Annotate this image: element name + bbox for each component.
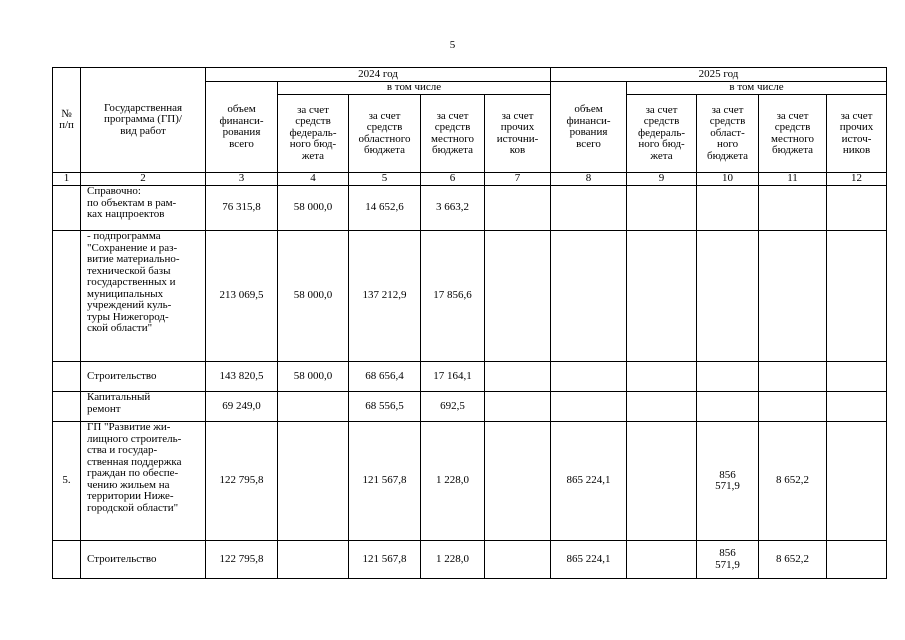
cell-2024-total: 143 820,5 xyxy=(206,362,278,392)
cell-2024-local: 692,5 xyxy=(421,392,485,422)
column-index-row xyxy=(53,173,887,186)
row-num xyxy=(53,231,81,362)
row-num xyxy=(53,362,81,392)
column-index: 4 xyxy=(278,173,349,186)
cell-2025-local xyxy=(759,362,827,392)
cell-2025-regional: 856 571,9 xyxy=(697,541,759,579)
cell-2024-other xyxy=(485,392,551,422)
cell-2025-regional: 856 571,9 xyxy=(697,422,759,541)
cell-2025-other xyxy=(827,231,887,362)
header-2024-federal: за счет средств федераль- ного бюд- жета xyxy=(278,95,349,173)
cell-2024-federal: 58 000,0 xyxy=(278,362,349,392)
cell-2024-other xyxy=(485,231,551,362)
cell-2025-other xyxy=(827,186,887,231)
row-num xyxy=(53,392,81,422)
row-name: Строительство xyxy=(81,362,206,392)
cell-2025-total: 865 224,1 xyxy=(551,541,627,579)
cell-2024-regional: 68 556,5 xyxy=(349,392,421,422)
cell-2025-federal xyxy=(627,392,697,422)
cell-2025-federal xyxy=(627,541,697,579)
row-name: Строительство xyxy=(81,541,206,579)
cell-2024-federal: 58 000,0 xyxy=(278,231,349,362)
column-index: 10 xyxy=(697,173,759,186)
cell-2025-local xyxy=(759,392,827,422)
cell-2025-regional xyxy=(697,392,759,422)
row-num xyxy=(53,541,81,579)
cell-2024-total: 213 069,5 xyxy=(206,231,278,362)
cell-2024-local: 17 164,1 xyxy=(421,362,485,392)
header-name: Государственная программа (ГП)/ вид работ xyxy=(81,68,206,173)
cell-2024-regional: 14 652,6 xyxy=(349,186,421,231)
header-year-2025: 2025 год xyxy=(551,68,887,82)
cell-2024-other xyxy=(485,186,551,231)
cell-2025-other xyxy=(827,392,887,422)
table-row xyxy=(53,362,887,392)
header-year-2024: 2024 год xyxy=(206,68,551,82)
header-2024-regional: за счет средств областного бюджета xyxy=(349,95,421,173)
column-index: 5 xyxy=(349,173,421,186)
header-2025-other: за счет прочих источ- ников xyxy=(827,95,887,173)
header-2025-total: объем финанси- рования всего xyxy=(551,82,627,173)
header-2025-local: за счет средств местного бюджета xyxy=(759,95,827,173)
column-index: 1 xyxy=(53,173,81,186)
cell-2025-regional xyxy=(697,362,759,392)
cell-2024-other xyxy=(485,422,551,541)
column-index: 6 xyxy=(421,173,485,186)
cell-2025-total xyxy=(551,186,627,231)
header-2025-federal: за счет средств федераль- ного бюд- жета xyxy=(627,95,697,173)
table-row xyxy=(53,422,887,541)
cell-2025-total xyxy=(551,362,627,392)
header-2025-incl: в том числе xyxy=(627,82,887,95)
cell-2025-federal xyxy=(627,231,697,362)
cell-2024-local: 3 663,2 xyxy=(421,186,485,231)
cell-2024-total: 76 315,8 xyxy=(206,186,278,231)
cell-2024-local: 1 228,0 xyxy=(421,541,485,579)
cell-2025-local xyxy=(759,186,827,231)
row-num xyxy=(53,186,81,231)
cell-2024-federal xyxy=(278,541,349,579)
column-index: 3 xyxy=(206,173,278,186)
table-row xyxy=(53,541,887,579)
page-number: 5 xyxy=(449,39,456,51)
column-index: 11 xyxy=(759,173,827,186)
cell-2025-local: 8 652,2 xyxy=(759,422,827,541)
column-index: 12 xyxy=(827,173,887,186)
cell-2025-other xyxy=(827,422,887,541)
cell-2024-total: 122 795,8 xyxy=(206,541,278,579)
row-name: Справочно: по объектам в рам- ках нацпроектов xyxy=(81,186,206,231)
cell-2024-total: 122 795,8 xyxy=(206,422,278,541)
cell-2024-federal: 58 000,0 xyxy=(278,186,349,231)
financing-table xyxy=(52,67,887,579)
row-name: - подпрограмма "Сохранение и раз- витие материально- технической базы государственных и муниципальных учреждений куль- туры Нижегород- ской области" xyxy=(81,231,206,362)
row-name: Капитальный ремонт xyxy=(81,392,206,422)
cell-2025-other xyxy=(827,362,887,392)
column-index: 8 xyxy=(551,173,627,186)
cell-2025-federal xyxy=(627,362,697,392)
cell-2025-total: 865 224,1 xyxy=(551,422,627,541)
cell-2025-local: 8 652,2 xyxy=(759,541,827,579)
column-index: 7 xyxy=(485,173,551,186)
header-2025-regional: за счет средств област- ного бюджета xyxy=(697,95,759,173)
cell-2024-regional: 68 656,4 xyxy=(349,362,421,392)
table-row xyxy=(53,392,887,422)
header-2024-total: объем финанси- рования всего xyxy=(206,82,278,173)
cell-2025-total xyxy=(551,392,627,422)
cell-2025-other xyxy=(827,541,887,579)
table-row xyxy=(53,186,887,231)
cell-2024-regional: 137 212,9 xyxy=(349,231,421,362)
row-num: 5. xyxy=(53,422,81,541)
cell-2024-regional: 121 567,8 xyxy=(349,422,421,541)
cell-2024-regional: 121 567,8 xyxy=(349,541,421,579)
cell-2025-local xyxy=(759,231,827,362)
header-2024-other: за счет прочих источни- ков xyxy=(485,95,551,173)
header-2024-local: за счет средств местного бюджета xyxy=(421,95,485,173)
cell-2025-regional xyxy=(697,186,759,231)
row-name: ГП "Развитие жи- лищного строитель- ства и государ- ственная поддержка граждан по обеспе- чению жильем на территории Ниже- городской области" xyxy=(81,422,206,541)
column-index: 2 xyxy=(81,173,206,186)
cell-2024-other xyxy=(485,541,551,579)
cell-2024-other xyxy=(485,362,551,392)
cell-2024-local: 17 856,6 xyxy=(421,231,485,362)
table-row xyxy=(53,231,887,362)
header-2024-incl: в том числе xyxy=(278,82,551,95)
cell-2024-total: 69 249,0 xyxy=(206,392,278,422)
cell-2025-regional xyxy=(697,231,759,362)
column-index: 9 xyxy=(627,173,697,186)
cell-2024-federal xyxy=(278,392,349,422)
cell-2025-federal xyxy=(627,186,697,231)
cell-2024-federal xyxy=(278,422,349,541)
cell-2025-federal xyxy=(627,422,697,541)
cell-2024-local: 1 228,0 xyxy=(421,422,485,541)
cell-2025-total xyxy=(551,231,627,362)
header-num: № п/п xyxy=(53,68,81,173)
